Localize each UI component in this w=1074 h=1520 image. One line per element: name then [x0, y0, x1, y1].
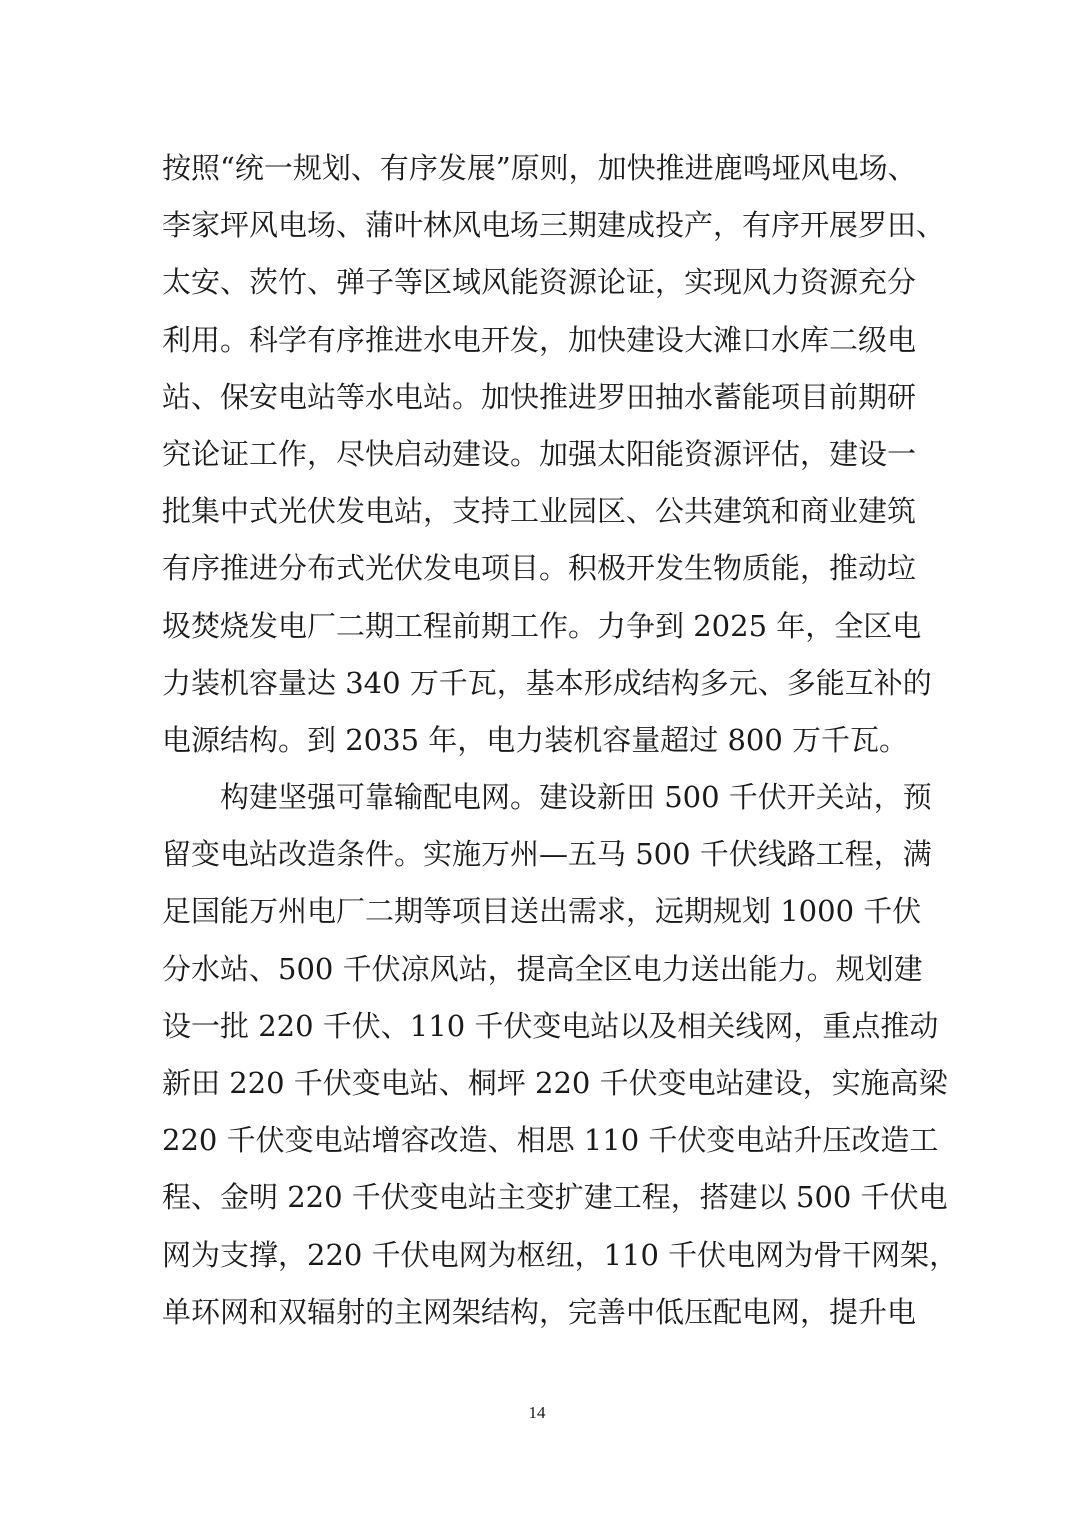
text-line: 批集中式光伏发电站，支持工业园区、公共建筑和商业建筑 — [162, 494, 917, 529]
body-text — [162, 140, 959, 1341]
text-line: 设一批 220 千伏、110 千伏变电站以及相关线网，重点推动 — [162, 1008, 939, 1043]
text-line: 按照“统一规划、有序发展”原则，加快推进鹿鸣垭风电场、 — [162, 151, 917, 185]
page-number: 14 — [528, 1403, 546, 1422]
text-line: 程、金明 220 千伏变电站主变扩建工程，搭建以 500 千伏电 — [162, 1180, 948, 1215]
text-line: 圾焚烧发电厂二期工程前期工作。力争到 2025 年，全区电 — [162, 608, 922, 643]
paragraph-power-sources — [162, 140, 946, 769]
text-line: 力装机容量达 340 万千瓦，基本形成结构多元、多能互补的 — [162, 665, 932, 700]
text-line: 分水站、500 千伏凉风站，提高全区电力送出能力。规划建 — [162, 951, 923, 986]
text-line: 李家坪风电场、蒲叶林风电场三期建成投产，有序开展罗田、 — [162, 208, 946, 243]
text-line: 网为支撑，220 千伏电网为枢纽，110 千伏电网为骨干网架， — [162, 1237, 959, 1272]
text-line: 利用。科学有序推进水电开发，加快建设大滩口水库二级电 — [162, 322, 917, 357]
paragraph-power-grid — [162, 769, 959, 1341]
text-line: 新田 220 千伏变电站、桐坪 220 千伏变电站建设，实施高梁 — [162, 1066, 948, 1100]
text-line: 究论证工作，尽快启动建设。加强太阳能资源评估，建设一 — [162, 436, 917, 471]
text-line: 构建坚强可靠输配电网。建设新田 500 千伏开关站，预 — [220, 780, 932, 815]
text-line: 电源结构。到 2035 年，电力装机容量超过 800 万千瓦。 — [162, 722, 909, 757]
text-line: 留变电站改造条件。实施万州—五马 500 千伏线路工程，满 — [162, 837, 932, 872]
text-line: 220 千伏变电站增容改造、相思 110 千伏变电站升压改造工 — [162, 1123, 939, 1158]
text-line: 有序推进分布式光伏发电项目。积极开发生物质能，推动垃 — [162, 551, 917, 586]
text-line: 单环网和双辐射的主网架结构，完善中低压配电网，提升电 — [162, 1294, 917, 1329]
text-line: 足国能万州电厂二期等项目送出需求，远期规划 1000 千伏 — [162, 894, 922, 929]
text-line: 太安、茨竹、弹子等区域风能资源论证，实现风力资源充分 — [162, 265, 917, 300]
text-line: 站、保安电站等水电站。加快推进罗田抽水蓄能项目前期研 — [162, 379, 917, 414]
